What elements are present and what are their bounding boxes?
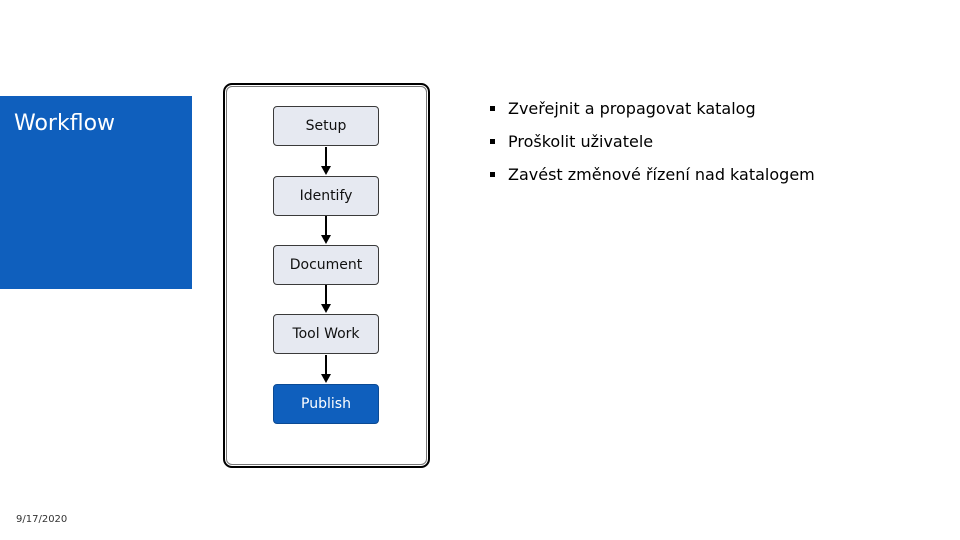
bullet-square-icon xyxy=(490,106,495,111)
slide-date: 9/17/2020 xyxy=(16,514,68,525)
bullet-text: Proškolit uživatele xyxy=(508,131,654,151)
bullet-item xyxy=(490,129,815,153)
workflow-step-identify: Identify xyxy=(273,176,379,216)
workflow-step-publish: Publish xyxy=(273,384,379,424)
bullet-text: Zveřejnit a propagovat katalog xyxy=(508,98,756,118)
workflow-step-document: Document xyxy=(273,245,379,285)
arrow-down-icon xyxy=(320,216,332,245)
arrow-down-icon xyxy=(320,285,332,314)
bullet-item xyxy=(490,96,815,120)
bullet-list xyxy=(490,96,815,195)
bullet-text: Zavést změnové řízení nad katalogem xyxy=(508,164,815,184)
arrow-down-icon xyxy=(320,355,332,384)
slide-title: Workflow xyxy=(14,111,116,136)
bullet-square-icon xyxy=(490,139,495,144)
arrow-down-icon xyxy=(320,147,332,176)
workflow-step-tool-work: Tool Work xyxy=(273,314,379,354)
bullet-square-icon xyxy=(490,172,495,177)
bullet-item xyxy=(490,162,815,186)
workflow-step-setup: Setup xyxy=(273,106,379,146)
